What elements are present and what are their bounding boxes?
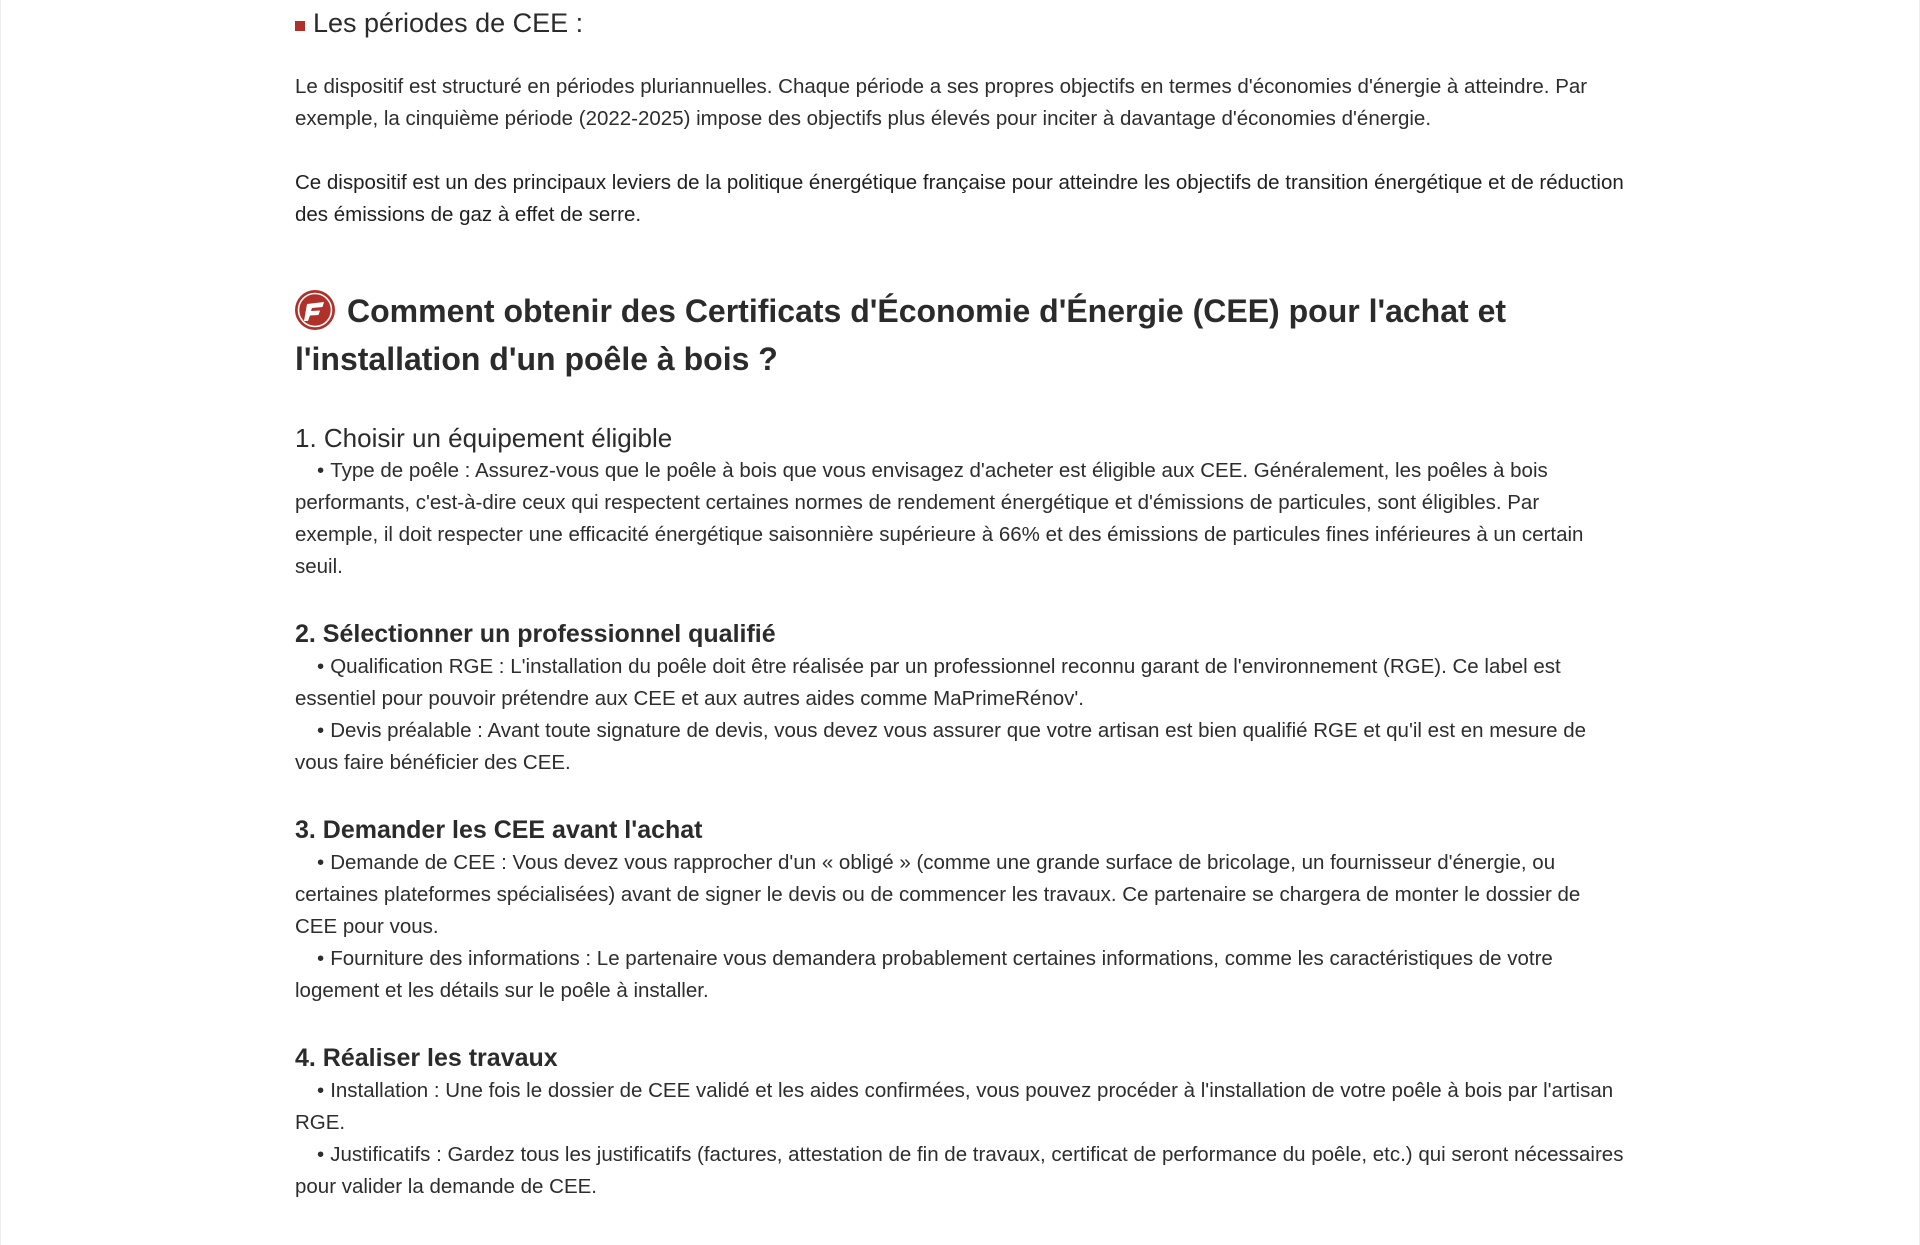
bullet-icon: • [317,851,325,874]
bullet-icon: • [317,459,325,482]
step-4 [295,1041,1625,1203]
periods-heading-text: Les périodes de CEE : [313,8,584,38]
square-bullet-icon [295,21,305,31]
bullet-text: Justificatifs : Gardez tous les justificatifs (factures, attestation de fin de travaux, certificat de performance du poêle, etc.) qui seront nécessaires pour valider la demande de CEE. [295,1143,1624,1198]
step-bullet [295,455,1625,583]
bullet-text: Qualification RGE : L'installation du poêle doit être réalisée par un professionnel reconnu garant de l'environnement (RGE). Ce label est essentiel pour pouvoir prétendre aux CEE et aux autres aides comme MaPrimeRénov'. [295,655,1561,710]
step-3 [295,813,1625,1007]
step-title: 4. Réaliser les travaux [295,1044,558,1072]
main-heading [295,287,1625,383]
periods-heading [295,8,1625,39]
step-bullet [295,1139,1625,1203]
step-title: 2. Sélectionner un professionnel qualifié [295,620,776,648]
step-1 [295,421,1625,583]
bullet-text: Type de poêle : Assurez-vous que le poêle à bois que vous envisagez d'acheter est éligible aux CEE. Généralement, les poêles à bois performants, c'est-à-dire ceux qui respectent certaines normes de rendement énergétique et d'émissions de particules, sont éligibles. Par exemple, il doit respecter une efficacité énergétique saisonnière supérieure à 66% et des émissions de particules fines inférieures à un certain seuil. [295,459,1584,578]
step-bullet [295,715,1625,779]
article-content [295,0,1625,1203]
step-bullet [295,847,1625,943]
bullet-icon: • [317,1079,325,1102]
brand-logo-icon [295,290,335,330]
steps-list [295,421,1625,1203]
step-bullet [295,651,1625,715]
main-heading-text: Comment obtenir des Certificats d'Économie d'Énergie (CEE) pour l'achat et l'installation d'un poêle à bois ? [295,293,1507,377]
bullet-icon: • [317,655,325,678]
bullet-text: Installation : Une fois le dossier de CEE validé et les aides confirmées, vous pouvez procéder à l'installation de votre poêle à bois par l'artisan RGE. [295,1079,1614,1134]
periods-paragraph: Le dispositif est structuré en périodes pluriannuelles. Chaque période a ses propres objectifs en termes d'économies d'énergie à atteindre. Par exemple, la cinquième période (2022-2025) impose des objectifs plus élevés pour inciter à davantage d'économies d'énergie. [295,75,1588,130]
step-bullet [295,1075,1625,1139]
bullet-icon: • [317,719,325,742]
step-2 [295,617,1625,779]
step-title: 3. Demander les CEE avant l'achat [295,816,703,844]
policy-paragraph: Ce dispositif est un des principaux leviers de la politique énergétique française pour atteindre les objectifs de transition énergétique et de réduction des émissions de gaz à effet de serre. [295,171,1624,226]
bullet-icon: • [317,947,325,970]
bullet-text: Demande de CEE : Vous devez vous rapprocher d'un « obligé » (comme une grande surface de bricolage, un fournisseur d'énergie, ou certaines plateformes spécialisées) avant de signer le devis ou de commencer les travaux. Ce partenaire se chargera de monter le dossier de CEE pour vous. [295,851,1581,938]
step-bullet [295,943,1625,1007]
bullet-icon: • [317,1143,325,1166]
bullet-text: Fourniture des informations : Le partenaire vous demandera probablement certaines informations, comme les caractéristiques de votre logement et les détails sur le poêle à installer. [295,947,1553,1002]
bullet-text: Devis préalable : Avant toute signature de devis, vous devez vous assurer que votre artisan est bien qualifié RGE et qu'il est en mesure de vous faire bénéficier des CEE. [295,719,1587,774]
step-title: 1. Choisir un équipement éligible [295,423,673,453]
